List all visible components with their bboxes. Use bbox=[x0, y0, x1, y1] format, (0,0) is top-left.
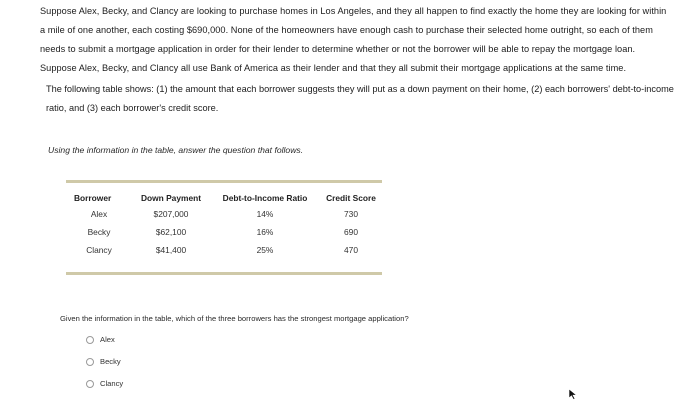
header-debt-to-income: Debt-to-Income Ratio bbox=[222, 193, 308, 203]
cell-borrower: Clancy bbox=[86, 245, 112, 255]
cell-down-payment: $62,100 bbox=[155, 227, 187, 237]
option-alex[interactable] bbox=[86, 335, 115, 344]
instruction-text: Using the information in the table, answer the question that follows. bbox=[48, 145, 304, 155]
option-becky[interactable] bbox=[86, 357, 121, 366]
radio-button[interactable] bbox=[86, 336, 94, 344]
data-table bbox=[66, 193, 382, 263]
cell-borrower: Alex bbox=[90, 209, 108, 219]
table-header-row bbox=[66, 193, 382, 209]
header-borrower: Borrower bbox=[74, 193, 112, 203]
cell-credit-score: 730 bbox=[344, 209, 358, 219]
cell-borrower: Becky bbox=[87, 227, 111, 237]
table-row bbox=[66, 245, 382, 263]
option-label: Clancy bbox=[100, 379, 124, 388]
radio-button[interactable] bbox=[86, 380, 94, 388]
borrower-table bbox=[66, 180, 382, 275]
table-top-rule bbox=[66, 180, 382, 183]
header-down-payment: Down Payment bbox=[140, 193, 202, 203]
intro-paragraph: Suppose Alex, Becky, and Clancy are looking to purchase homes in Los Angeles, and they all happen to find exactly the home they are looking for within a mile of one another, each costing $690,000. None of the homeowners have enough cash to purchase their selected home outright, so each of them needs to submit a mortgage application in order for their lender to determine whether or not the borrower will be able to repay the mortgage loan. Suppose Alex, Becky, and Clancy all use Bank of America as their lender and that they all submit their mortgage applications at the same time. bbox=[40, 6, 667, 73]
radio-button[interactable] bbox=[86, 358, 94, 366]
cell-credit-score: 690 bbox=[344, 227, 358, 237]
cell-credit-score: 470 bbox=[344, 245, 358, 255]
cell-down-payment: $207,000 bbox=[153, 209, 189, 219]
option-clancy[interactable] bbox=[86, 379, 123, 388]
cell-dti: 16% bbox=[256, 227, 274, 237]
header-credit-score: Credit Score bbox=[326, 193, 376, 203]
cell-dti: 14% bbox=[256, 209, 274, 219]
option-label: Alex bbox=[100, 335, 115, 344]
table-row bbox=[66, 227, 382, 245]
option-label: Becky bbox=[100, 357, 121, 366]
cell-dti: 25% bbox=[256, 245, 274, 255]
table-explanation: The following table shows: (1) the amount that each borrower suggests they will put as a down payment on their home, (2) each borrowers' debt-to-income ratio, and (3) each borrower's credit score. bbox=[46, 84, 674, 113]
mouse-pointer-icon bbox=[568, 388, 578, 400]
table-bottom-rule bbox=[66, 272, 382, 275]
question-text: Given the information in the table, which of the three borrowers has the strongest mortgage application? bbox=[60, 314, 409, 323]
table-row bbox=[66, 209, 382, 227]
cell-down-payment: $41,400 bbox=[155, 245, 187, 255]
